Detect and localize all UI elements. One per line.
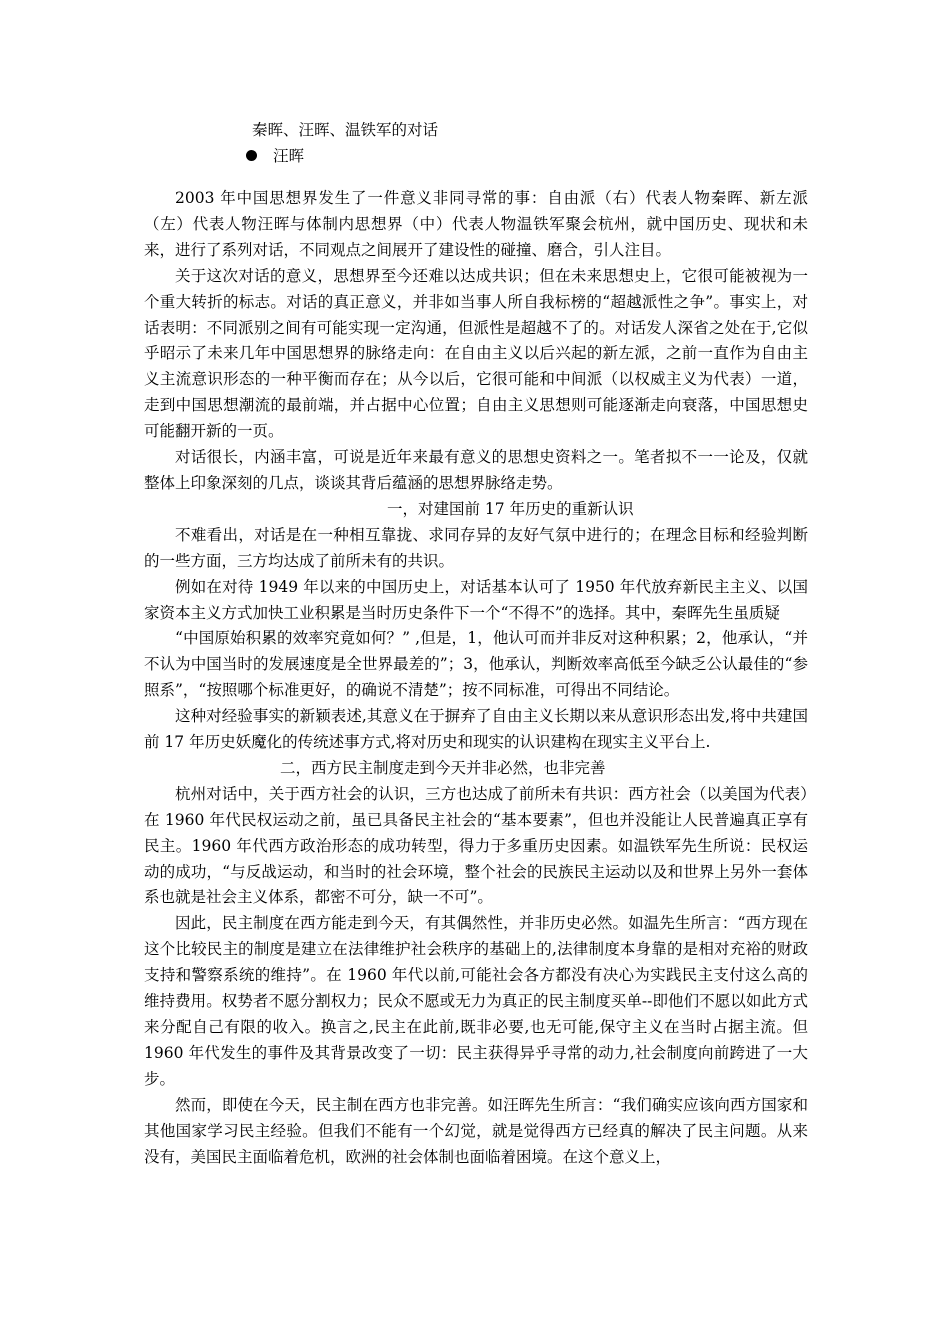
author-line — [246, 144, 304, 166]
document-body — [144, 186, 808, 1170]
paragraph: 关于这次对话的意义，思想界至今还难以达成共识；但在未来思想史上，它很可能被视为一个重大转折的标志。对话的真正意义，并非如当事人所自我标榜的“超越派性之争”。事实上，对话表明：不同派别之间有可能实现一定沟通，但派性是超越不了的。对话发人深省之处在于,它似乎昭示了未来几年中国思想界的脉络走向：在自由主义以后兴起的新左派，之前一直作为自由主义主流意识形态的一种平衡而存在；从今以后，它很可能和中间派（以权威主义为代表）一道，走到中国思想潮流的最前端，并占据中心位置；自由主义思想则可能逐渐走向衰落，中国思想史可能翻开新的一页。 — [144, 266, 808, 441]
paragraph: “中国原始积累的效率究竟如何？” ,但是，1，他认可而并非反对这种积累；2，他承认，“并不认为中国当时的发展速度是全世界最差的”；3，他承认，判断效率高低至今缺乏公认最佳的“参照系”，“按照哪个标准更好，的确说不清楚”；按不同标准，可得出不同结论。 — [144, 629, 808, 700]
document-title: 秦晖、汪晖、温铁军的对话 — [252, 121, 439, 139]
paragraph: 2003 年中国思想界发生了一件意义非同寻常的事：自由派（右）代表人物秦晖、新左派（左）代表人物汪晖与体制内思想界（中）代表人物温铁军聚会杭州，就中国历史、现状和未来，进行了系列对话，不同观点之间展开了建设性的碰撞、磨合，引人注目。 — [144, 189, 808, 259]
paragraph: 因此，民主制度在西方能走到今天，有其偶然性，并非历史必然。如温先生所言：“西方现在这个比较民主的制度是建立在法律维护社会秩序的基础上的,法律制度本身靠的是相对充裕的财政支持和警察系统的维持”。在 1960 年代以前,可能社会各方都没有决心为实践民主支付这么高的维持费用。权势者不愿分割权力；民众不愿或无力为真正的民主制度买单--即他们不愿以如此方式来分配自己有限的收入。换言之,民主在此前,既非必要,也无可能,保守主义在当时占据主流。但 1960 年代发生的事件及其背景改变了一切：民主获得异乎寻常的动力,社会制度向前跨进了一大步。 — [144, 914, 808, 1088]
bullet-icon — [246, 150, 257, 161]
paragraph: 例如在对待 1949 年以来的中国历史上，对话基本认可了 1950 年代放弃新民主主义、以国家资本主义方式加快工业积累是当时历史条件下一个“不得不”的选择。其中，秦晖先生虽质疑 — [144, 577, 808, 622]
paragraph: 杭州对话中，关于西方社会的认识，三方也达成了前所未有共识：西方社会（以美国为代表）在 1960 年代民权运动之前，虽已具备民主社会的“基本要素”，但也并没能让人民普遍真正享有民主。1960 年代西方政治形态的成功转型，得力于多重历史因素。如温铁军先生所说：民权运动的成功，“与反战运动，和当时的社会环境，整个社会的民族民主运动以及和世界上另外一套体系也就是社会主义体系，都密不可分，缺一不可”。 — [144, 784, 808, 907]
section-heading-1: 一，对建国前 17 年历史的重新认识 — [387, 499, 634, 518]
paragraph: 然而，即使在今天，民主制在西方也非完善。如汪晖先生所言：“我们确实应该向西方国家和其他国家学习民主经验。但我们不能有一个幻觉，就是觉得西方已经真的解决了民主问题。从来没有，美国民主面临着危机，欧洲的社会体制也面临着困境。在这个意义上， — [144, 1095, 808, 1166]
section-heading-2: 二，西方民主制度走到今天并非必然，也非完善 — [280, 758, 606, 777]
paragraph: 这种对经验事实的新颖表述,其意义在于摒弃了自由主义长期以来从意识形态出发,将中共建国前 17 年历史妖魔化的传统述事方式,将对历史和现实的认识建构在现实主义平台上. — [144, 707, 808, 752]
paragraph: 不难看出，对话是在一种相互靠拢、求同存异的友好气氛中进行的；在理念目标和经验判断的一些方面，三方均达成了前所未有的共识。 — [144, 525, 808, 570]
author-name: 汪晖 — [273, 147, 305, 165]
paragraph: 对话很长，内涵丰富，可说是近年来最有意义的思想史资料之一。笔者拟不一一论及，仅就整体上印象深刻的几点，谈谈其背后蕴涵的思想界脉络走势。 — [144, 448, 808, 492]
